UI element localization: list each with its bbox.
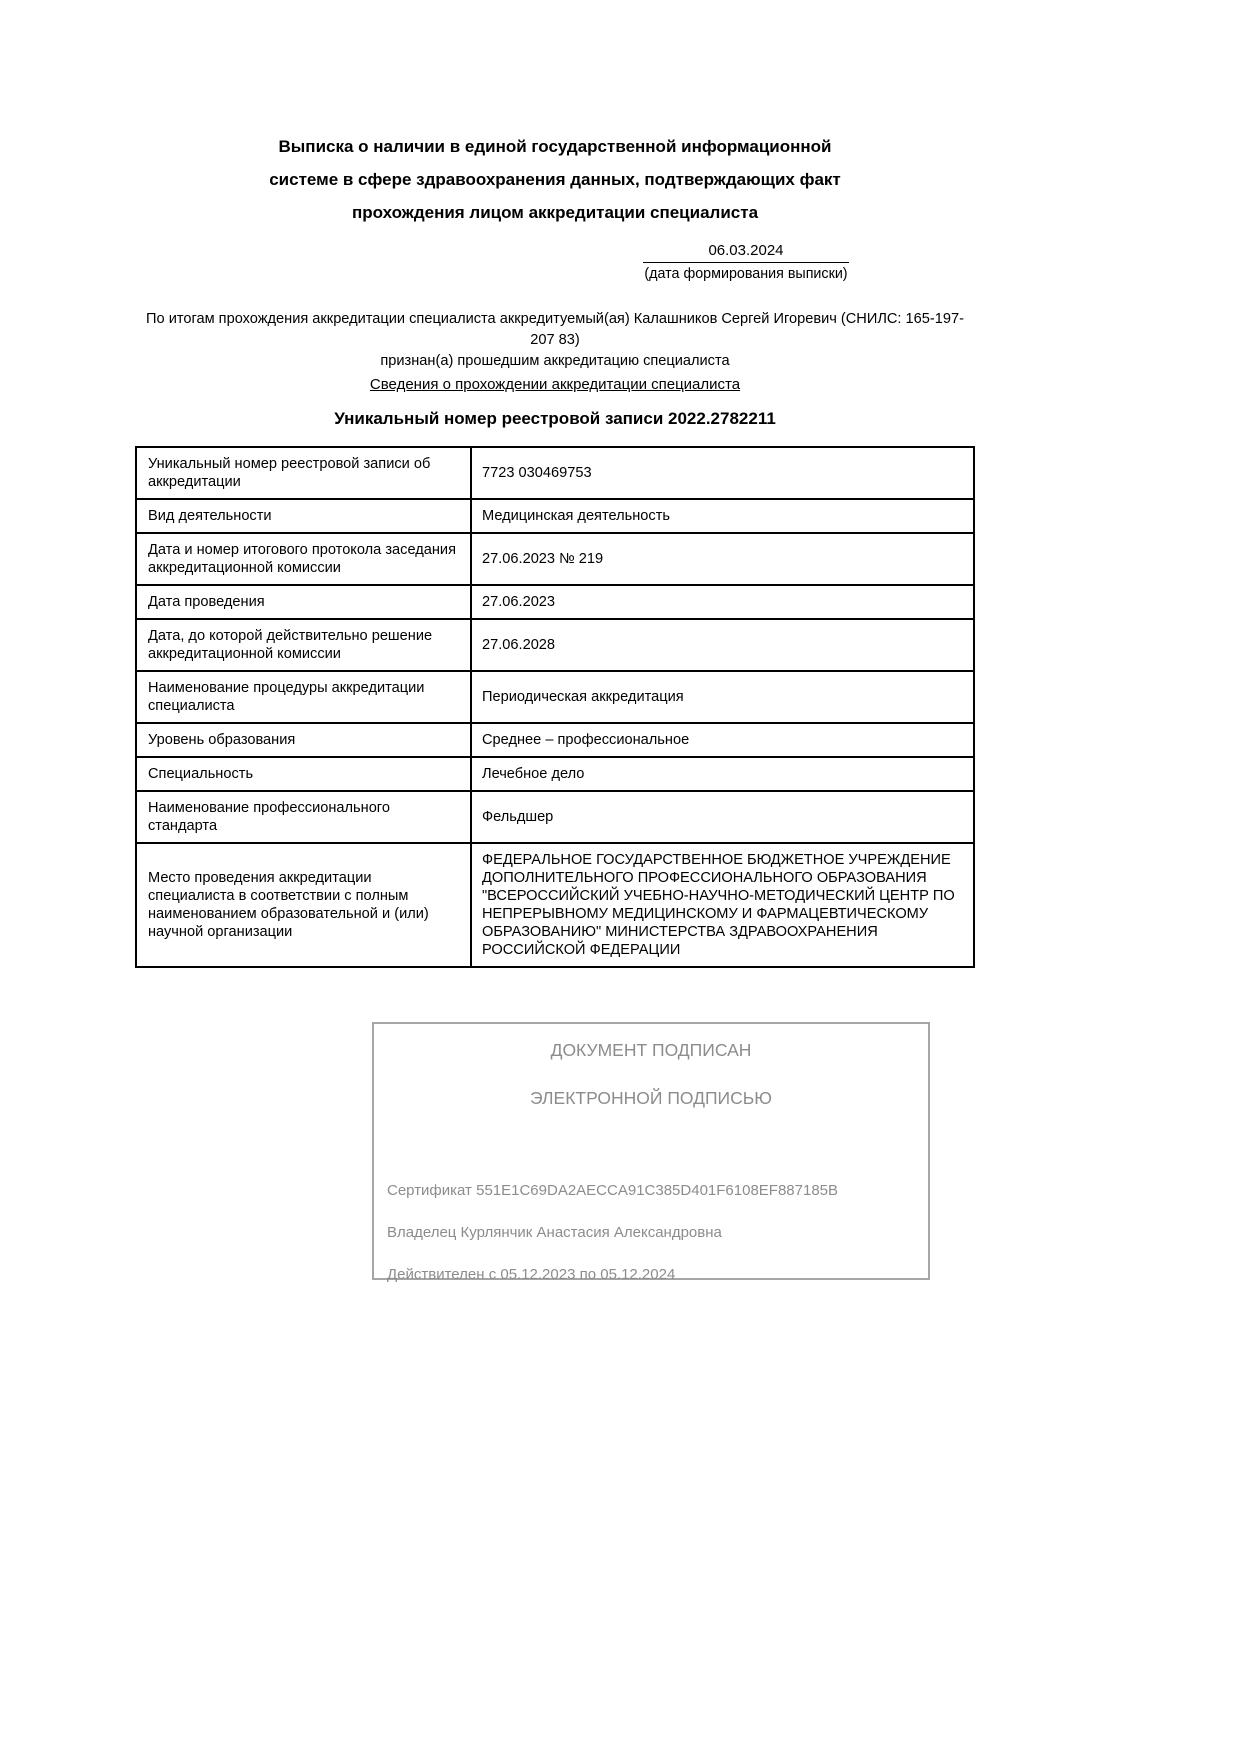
row-label: Дата, до которой действительно решение аккредитационной комиссии	[136, 619, 471, 671]
document-body	[135, 0, 975, 1755]
row-value: Среднее – профессиональное	[471, 723, 974, 757]
signature-owner: Владелец Курлянчик Анастасия Александровна	[387, 1224, 722, 1241]
row-value: ФЕДЕРАЛЬНОЕ ГОСУДАРСТВЕННОЕ БЮДЖЕТНОЕ УЧРЕЖДЕНИЕ ДОПОЛНИТЕЛЬНОГО ПРОФЕССИОНАЛЬНОГО ОБРАЗОВАНИЯ "ВСЕРОССИЙСКИЙ УЧЕБНО-НАУЧНО-МЕТОДИЧЕСКИЙ ЦЕНТР ПО НЕПРЕРЫВНОМУ МЕДИЦИНСКОМУ И ФАРМАЦЕВТИЧЕСКОМУ ОБРАЗОВАНИЮ" МИНИСТЕРСТВА ЗДРАВООХРАНЕНИЯ РОССИЙСКОЙ ФЕДЕРАЦИИ	[471, 843, 974, 967]
table-row	[136, 447, 974, 499]
row-label: Наименование процедуры аккредитации специалиста	[136, 671, 471, 723]
signature-heading-line-1: ДОКУМЕНТ ПОДПИСАН	[550, 1040, 752, 1060]
row-label: Уровень образования	[136, 723, 471, 757]
section-heading: Сведения о прохождении аккредитации специалиста	[369, 376, 741, 393]
formation-date-caption: (дата формирования выписки)	[644, 266, 848, 282]
row-label: Вид деятельности	[136, 499, 471, 533]
formation-date-block	[643, 242, 849, 282]
row-value: 27.06.2028	[471, 619, 974, 671]
row-label: Дата проведения	[136, 585, 471, 619]
accreditation-result-line-1: По итогам прохождения аккредитации специалиста аккредитуемый(ая) Калашников Сергей Игоревич (СНИЛС: 165-197-207 83)	[146, 311, 964, 348]
document-title	[135, 130, 975, 229]
registry-record-heading: Уникальный номер реестровой записи 2022.2782211	[334, 409, 776, 428]
row-value: 27.06.2023	[471, 585, 974, 619]
row-label: Наименование профессионального стандарта	[136, 791, 471, 843]
accreditation-result-line-2: признан(а) прошедшим аккредитацию специалиста	[380, 353, 730, 369]
signature-validity: Действителен с 05.12.2023 по 05.12.2024	[387, 1266, 676, 1283]
row-value: Лечебное дело	[471, 757, 974, 791]
table-row	[136, 843, 974, 967]
accreditation-details-table	[135, 446, 975, 968]
row-value: Медицинская деятельность	[471, 499, 974, 533]
table-row	[136, 791, 974, 843]
row-label: Место проведения аккредитации специалиста в соответствии с полным наименованием образовательной и (или) научной организации	[136, 843, 471, 967]
row-label: Уникальный номер реестровой записи об аккредитации	[136, 447, 471, 499]
row-value: 7723 030469753	[471, 447, 974, 499]
row-value: Периодическая аккредитация	[471, 671, 974, 723]
row-label: Специальность	[136, 757, 471, 791]
accreditation-result-paragraph	[135, 309, 975, 372]
table-row	[136, 619, 974, 671]
formation-date-value: 06.03.2024	[643, 242, 849, 263]
electronic-signature-stamp	[372, 1022, 930, 1283]
row-value: 27.06.2023 № 219	[471, 533, 974, 585]
signature-heading-line-2: ЭЛЕКТРОННОЙ ПОДПИСЬЮ	[530, 1088, 772, 1108]
table-row	[136, 499, 974, 533]
table-row	[136, 671, 974, 723]
row-value: Фельдшер	[471, 791, 974, 843]
table-row	[136, 533, 974, 585]
table-row	[136, 757, 974, 791]
document-title-line-2: системе в сфере здравоохранения данных, подтверждающих факт	[269, 170, 841, 189]
document-title-line-1: Выписка о наличии в единой государственной информационной	[278, 137, 832, 156]
table-row	[136, 585, 974, 619]
table-row	[136, 723, 974, 757]
signature-certificate: Сертификат 551E1C69DA2AECCA91C385D401F6108EF887185B	[387, 1182, 839, 1199]
row-label: Дата и номер итогового протокола заседания аккредитационной комиссии	[136, 533, 471, 585]
document-title-line-3: прохождения лицом аккредитации специалиста	[351, 203, 759, 222]
